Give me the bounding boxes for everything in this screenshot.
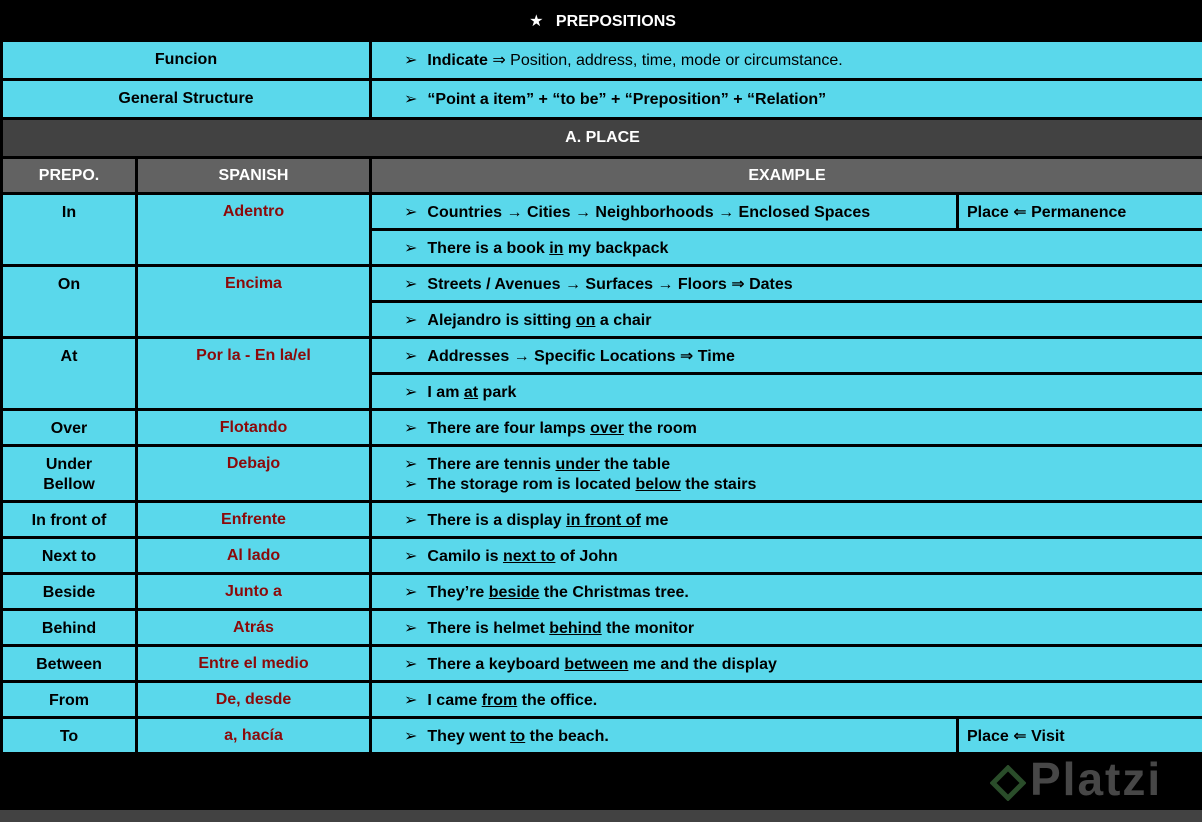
bullet-icon: ➢ [404,619,418,637]
bullet-icon: ➢ [404,347,418,365]
structure-value: ➢ “Point a item” + “to be” + “Preposition” + “Relation” [371,80,1202,119]
prep-cell: Under Bellow [2,446,137,502]
prep-cell: In front of [2,502,137,538]
bullet-icon: ➢ [404,203,418,221]
bullet-icon: ➢ [404,691,418,709]
header-spanish: SPANISH [137,158,371,194]
example-cell: ➢ There is a display in front of me [371,502,1202,538]
spanish-cell: Al lado [137,538,371,574]
bullet-icon: ➢ [404,91,418,108]
table-row [2,410,1202,446]
platzi-logo-icon [990,765,1026,801]
prep-cell: From [2,682,137,718]
bullet-icon: ➢ [404,655,418,673]
example-cell: ➢ There are four lamps over the room [371,410,1202,446]
spanish-cell: Adentro [137,194,371,266]
example-cell: ➢ There a keyboard between me and the display [371,646,1202,682]
bullet-icon: ➢ [404,275,418,293]
table-row [2,446,1202,502]
example-cell: ➢ I am at park [371,374,1202,410]
table-row [2,538,1202,574]
table-row [2,266,1202,302]
section-title: A. PLACE [2,119,1202,158]
prep-cell: At [2,338,137,410]
side-note-cell: Place ⇐ Permanence [958,194,1202,230]
bullet-icon: ➢ [404,52,418,69]
rule-cell: ➢ Streets / Avenues → Surfaces → Floors ⇒ Dates [371,266,1202,302]
funcion-value: ➢ Indicate ⇒ Position, address, time, mode or circumstance. [371,41,1202,80]
bullet-icon: ➢ [404,239,418,257]
table-row [2,574,1202,610]
example-cell: ➢ Alejandro is sitting on a chair [371,302,1202,338]
rule-cell: ➢ Addresses → Specific Locations ⇒ Time [371,338,1202,374]
funcion-label: Funcion [2,41,371,80]
prep-cell: In [2,194,137,266]
prep-cell: Next to [2,538,137,574]
spanish-cell: Flotando [137,410,371,446]
example-cell: ➢ They’re beside the Christmas tree. [371,574,1202,610]
example-cell: ➢ They went to the beach. [371,718,958,754]
table-row [2,194,1202,230]
bullet-icon: ➢ [404,511,418,529]
example-cell: ➢ There is helmet behind the monitor [371,610,1202,646]
table-row [2,502,1202,538]
header-example: EXAMPLE [371,158,1202,194]
sheet-title: ★ PREPOSITIONS [2,2,1202,41]
prep-cell: Between [2,646,137,682]
spanish-cell: Junto a [137,574,371,610]
structure-label: General Structure [2,80,371,119]
bullet-icon: ➢ [404,476,418,493]
prep-cell: Over [2,410,137,446]
structure-row [2,80,1202,119]
platzi-watermark: Platzi [990,752,1162,806]
table-row [2,646,1202,682]
example-cell: ➢ Camilo is next to of John [371,538,1202,574]
footer-bar [0,810,1202,822]
prep-cell: Behind [2,610,137,646]
spanish-cell: De, desde [137,682,371,718]
rule-cell: ➢ Countries → Cities → Neighborhoods → Enclosed Spaces [371,194,958,230]
table-row [2,610,1202,646]
example-cell: ➢ There is a book in my backpack [371,230,1202,266]
funcion-row [2,41,1202,80]
bullet-icon: ➢ [404,456,418,473]
bullet-icon: ➢ [404,311,418,329]
spanish-cell: Debajo [137,446,371,502]
spanish-cell: a, hacía [137,718,371,754]
title-row [2,2,1202,41]
prep-cell: To [2,718,137,754]
spanish-cell: Enfrente [137,502,371,538]
table-row [2,682,1202,718]
spanish-cell: Atrás [137,610,371,646]
bullet-icon: ➢ [404,727,418,745]
side-note-cell: Place ⇐ Visit [958,718,1202,754]
table-row [2,338,1202,374]
example-cell: ➢ There are tennis under the table ➢ The storage rom is located below the stairs [371,446,1202,502]
bullet-icon: ➢ [404,383,418,401]
prep-cell: On [2,266,137,338]
header-prep: PREPO. [2,158,137,194]
example-cell: ➢ I came from the office. [371,682,1202,718]
bullet-icon: ➢ [404,583,418,601]
spanish-cell: Encima [137,266,371,338]
star-icon: ★ [529,13,544,30]
prep-cell: Beside [2,574,137,610]
spanish-cell: Por la - En la/el [137,338,371,410]
spanish-cell: Entre el medio [137,646,371,682]
table-row [2,718,1202,754]
header-row [2,158,1202,194]
section-row [2,119,1202,158]
bullet-icon: ➢ [404,419,418,437]
bullet-icon: ➢ [404,547,418,565]
